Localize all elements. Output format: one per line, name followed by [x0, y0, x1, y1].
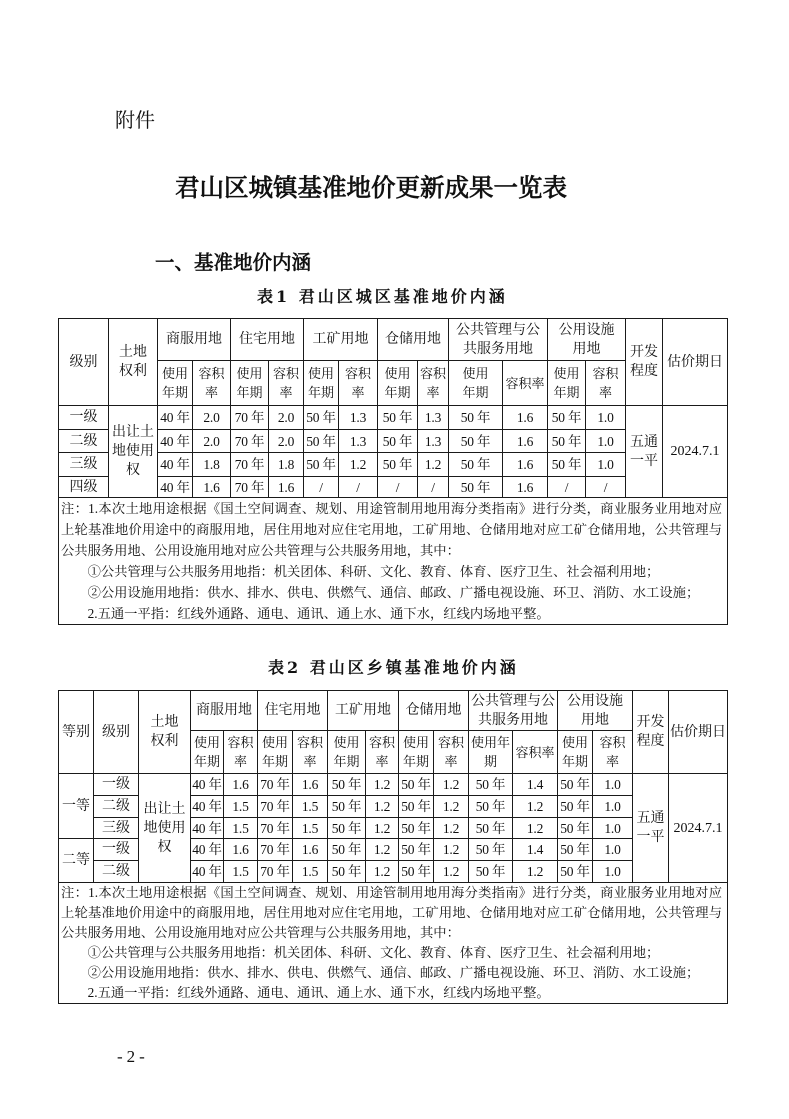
grade-cell: 二级 — [94, 796, 139, 818]
floor-area-ratio-cell: 1.0 — [593, 839, 633, 861]
grade-cell: 一级 — [94, 774, 139, 796]
header-dev-level: 开发程度 — [626, 319, 663, 406]
tier-cell: 二等 — [59, 839, 94, 883]
grade-cell: 一级 — [59, 406, 109, 430]
use-term-cell: 50 年 — [558, 861, 593, 883]
use-term-cell: 50 年 — [328, 796, 366, 818]
header-public-service-land: 公共管理与公共服务用地 — [469, 691, 558, 731]
floor-area-ratio-cell: 1.5 — [293, 818, 328, 839]
floor-area-ratio-cell: 1.6 — [193, 477, 231, 498]
floor-area-ratio-cell: 2.0 — [193, 406, 231, 430]
subheader-floor-area-ratio: 容积率 — [293, 731, 328, 774]
use-term-cell: 50 年 — [558, 818, 593, 839]
floor-area-ratio-cell: 2.0 — [269, 406, 304, 430]
subheader-floor-area-ratio: 容积率 — [224, 731, 258, 774]
subheader-floor-area-ratio: 容积率 — [193, 361, 231, 406]
floor-area-ratio-cell: 1.2 — [513, 818, 558, 839]
note-2: 2.五通一平指：红线外通路、通电、通讯、通上水、通下水，红线内场地平整。 — [87, 985, 550, 1000]
subheader-use-term: 使用年期 — [548, 361, 586, 406]
note-item-1: ①公共管理与公共服务用地指：机关团体、科研、文化、教育、体育、医疗卫生、社会福利用地； — [87, 564, 660, 579]
header-public-service-land: 公共管理与公共服务用地 — [449, 319, 548, 361]
use-term-cell: 50 年 — [399, 774, 434, 796]
use-term-cell: 70 年 — [231, 430, 269, 453]
floor-area-ratio-cell: 1.2 — [513, 796, 558, 818]
valuation-date-cell: 2024.7.1 — [663, 406, 728, 498]
table-notes-row — [59, 498, 728, 625]
floor-area-ratio-cell: 1.6 — [224, 774, 258, 796]
floor-area-ratio-cell: 1.5 — [224, 796, 258, 818]
floor-area-ratio-cell: 1.6 — [293, 774, 328, 796]
use-term-cell: / — [378, 477, 418, 498]
use-term-cell: 70 年 — [258, 818, 293, 839]
floor-area-ratio-cell: 2.0 — [193, 430, 231, 453]
use-term-cell: 50 年 — [399, 796, 434, 818]
use-term-cell: 50 年 — [469, 861, 513, 883]
use-term-cell: 50 年 — [449, 430, 503, 453]
use-term-cell: 40 年 — [191, 774, 224, 796]
subheader-use-term: 使用年期 — [304, 361, 339, 406]
use-term-cell: 40 年 — [158, 453, 193, 477]
use-term-cell: 50 年 — [378, 430, 418, 453]
table-notes — [59, 498, 728, 625]
floor-area-ratio-cell: 1.0 — [586, 406, 626, 430]
use-term-cell: 40 年 — [158, 477, 193, 498]
grade-cell: 一级 — [94, 839, 139, 861]
use-term-cell: 50 年 — [399, 839, 434, 861]
header-dev-level: 开发程度 — [633, 691, 669, 774]
subheader-floor-area-ratio: 容积率 — [503, 361, 548, 406]
header-public-utility-land: 公用设施用地 — [558, 691, 633, 731]
dev-level-cell: 五通一平 — [626, 406, 663, 498]
floor-area-ratio-cell: 1.5 — [293, 861, 328, 883]
floor-area-ratio-cell: 1.0 — [586, 453, 626, 477]
floor-area-ratio-cell: 1.6 — [269, 477, 304, 498]
attachment-label: 附件 — [115, 108, 155, 132]
header-land-right: 土地权利 — [109, 319, 158, 406]
use-term-cell: 50 年 — [378, 406, 418, 430]
use-term-cell: 40 年 — [191, 818, 224, 839]
table-notes-row — [59, 883, 728, 1004]
use-term-cell: 50 年 — [328, 774, 366, 796]
use-term-cell: 50 年 — [449, 453, 503, 477]
floor-area-ratio-cell: 1.0 — [586, 430, 626, 453]
use-term-cell: 50 年 — [558, 774, 593, 796]
floor-area-ratio-cell: 1.0 — [593, 774, 633, 796]
floor-area-ratio-cell: 1.6 — [503, 453, 548, 477]
page-title: 君山区城镇基准地价更新成果一览表 — [175, 173, 567, 202]
page-number: -2- — [117, 1047, 149, 1066]
header-residential-land: 住宅用地 — [231, 319, 304, 361]
table1-urban-base-land-price — [58, 318, 728, 625]
note-item-2: ②公用设施用地指：供水、排水、供电、供燃气、通信、邮政、广播电视设施、环卫、消防、水工设施； — [87, 965, 700, 980]
table1-caption: 表1 君山区城区基准地价内涵 — [257, 287, 508, 306]
note-item-1: ①公共管理与公共服务用地指：机关团体、科研、文化、教育、体育、医疗卫生、社会福利用地； — [87, 945, 660, 960]
floor-area-ratio-cell: 1.2 — [366, 839, 399, 861]
subheader-floor-area-ratio: 容积率 — [418, 361, 449, 406]
floor-area-ratio-cell: 1.2 — [366, 796, 399, 818]
floor-area-ratio-cell: 1.5 — [293, 796, 328, 818]
use-term-cell: 70 年 — [231, 477, 269, 498]
floor-area-ratio-cell: 1.5 — [224, 818, 258, 839]
floor-area-ratio-cell: 2.0 — [269, 430, 304, 453]
floor-area-ratio-cell: 1.4 — [513, 839, 558, 861]
floor-area-ratio-cell: 1.0 — [593, 796, 633, 818]
header-warehousing-land: 仓储用地 — [399, 691, 469, 731]
subheader-use-term: 使用年期 — [328, 731, 366, 774]
use-term-cell: 50 年 — [558, 839, 593, 861]
floor-area-ratio-cell: 1.2 — [366, 818, 399, 839]
use-term-cell: 50 年 — [558, 796, 593, 818]
table-notes — [59, 883, 728, 1004]
note-1: 注：1.本次土地用途根据《国土空间调查、规划、用途管制用地用海分类指南》进行分类，商业服务业用地对应上轮基准地价用途中的商服用地，居住用地对应住宅用地，工矿用地、仓储用地对应工矿仓储用地，公共管理与公共服务用地、公用设施用地对应公共管理与公共服务用地，其中： — [61, 885, 722, 940]
floor-area-ratio-cell: 1.4 — [513, 774, 558, 796]
use-term-cell: 70 年 — [258, 796, 293, 818]
dev-level-cell: 五通一平 — [633, 774, 669, 883]
subheader-use-term: 使用年期 — [378, 361, 418, 406]
subheader-floor-area-ratio: 容积率 — [269, 361, 304, 406]
floor-area-ratio-cell: 1.2 — [434, 861, 469, 883]
use-term-cell: / — [548, 477, 586, 498]
subheader-floor-area-ratio: 容积率 — [339, 361, 378, 406]
table-header-row — [59, 691, 728, 731]
use-term-cell: 50 年 — [378, 453, 418, 477]
header-industrial-mining-land: 工矿用地 — [304, 319, 378, 361]
valuation-date-cell: 2024.7.1 — [669, 774, 728, 883]
header-public-utility-land: 公用设施用地 — [548, 319, 626, 361]
header-grade: 级别 — [94, 691, 139, 774]
grade-cell: 二级 — [94, 861, 139, 883]
use-term-cell: 40 年 — [191, 861, 224, 883]
use-term-cell: 50 年 — [469, 839, 513, 861]
use-term-cell: 40 年 — [158, 430, 193, 453]
use-term-cell: 50 年 — [304, 453, 339, 477]
table-row — [59, 406, 728, 430]
header-industrial-mining-land: 工矿用地 — [328, 691, 399, 731]
floor-area-ratio-cell: 1.2 — [434, 839, 469, 861]
use-term-cell: 50 年 — [449, 477, 503, 498]
floor-area-ratio-cell: / — [586, 477, 626, 498]
note-2: 2.五通一平指：红线外通路、通电、通讯、通上水、通下水，红线内场地平整。 — [87, 606, 550, 621]
use-term-cell: 50 年 — [304, 430, 339, 453]
use-term-cell: 40 年 — [158, 406, 193, 430]
subheader-use-term: 使用年期 — [399, 731, 434, 774]
floor-area-ratio-cell: 1.3 — [339, 430, 378, 453]
floor-area-ratio-cell: 1.5 — [224, 861, 258, 883]
use-term-cell: 50 年 — [469, 774, 513, 796]
subheader-use-term: 使用年期 — [191, 731, 224, 774]
land-right-cell: 出让土地使用权 — [139, 774, 191, 883]
table2-township-base-land-price — [58, 690, 728, 1004]
floor-area-ratio-cell: 1.8 — [193, 453, 231, 477]
subheader-use-term: 使用年期 — [258, 731, 293, 774]
floor-area-ratio-cell: 1.6 — [503, 406, 548, 430]
subheader-use-term: 使用年期 — [449, 361, 503, 406]
floor-area-ratio-cell: 1.2 — [434, 774, 469, 796]
floor-area-ratio-cell: 1.3 — [418, 430, 449, 453]
use-term-cell: 40 年 — [191, 796, 224, 818]
use-term-cell: 70 年 — [231, 406, 269, 430]
header-tier: 等别 — [59, 691, 94, 774]
floor-area-ratio-cell: 1.2 — [513, 861, 558, 883]
floor-area-ratio-cell: / — [418, 477, 449, 498]
grade-cell: 二级 — [59, 430, 109, 453]
subheader-use-term: 使用年期 — [469, 731, 513, 774]
use-term-cell: 70 年 — [231, 453, 269, 477]
subheader-floor-area-ratio: 容积率 — [434, 731, 469, 774]
use-term-cell: 50 年 — [469, 818, 513, 839]
use-term-cell: 50 年 — [328, 839, 366, 861]
table-header-row — [59, 319, 728, 361]
floor-area-ratio-cell: 1.2 — [434, 796, 469, 818]
floor-area-ratio-cell: 1.6 — [293, 839, 328, 861]
note-item-2: ②公用设施用地指：供水、排水、供电、供燃气、通信、邮政、广播电视设施、环卫、消防、水工设施； — [87, 585, 700, 600]
use-term-cell: / — [304, 477, 339, 498]
header-residential-land: 住宅用地 — [258, 691, 328, 731]
grade-cell: 三级 — [59, 453, 109, 477]
use-term-cell: 50 年 — [548, 453, 586, 477]
section-heading: 一、基准地价内涵 — [155, 251, 312, 274]
tier-cell: 一等 — [59, 774, 94, 839]
use-term-cell: 50 年 — [449, 406, 503, 430]
floor-area-ratio-cell: 1.6 — [224, 839, 258, 861]
floor-area-ratio-cell: 1.6 — [503, 430, 548, 453]
header-warehousing-land: 仓储用地 — [378, 319, 449, 361]
subheader-use-term: 使用年期 — [231, 361, 269, 406]
use-term-cell: 50 年 — [304, 406, 339, 430]
floor-area-ratio-cell: 1.2 — [434, 818, 469, 839]
floor-area-ratio-cell: 1.3 — [339, 406, 378, 430]
header-commercial-land: 商服用地 — [191, 691, 258, 731]
use-term-cell: 70 年 — [258, 774, 293, 796]
land-right-cell: 出让土地使用权 — [109, 406, 158, 498]
floor-area-ratio-cell: 1.0 — [593, 818, 633, 839]
subheader-floor-area-ratio: 容积率 — [366, 731, 399, 774]
table-row — [59, 774, 728, 796]
subheader-floor-area-ratio: 容积率 — [593, 731, 633, 774]
header-valuation-date: 估价期日 — [663, 319, 728, 406]
use-term-cell: 70 年 — [258, 861, 293, 883]
header-commercial-land: 商服用地 — [158, 319, 231, 361]
header-valuation-date: 估价期日 — [669, 691, 728, 774]
grade-cell: 三级 — [94, 818, 139, 839]
subheader-floor-area-ratio: 容积率 — [513, 731, 558, 774]
grade-cell: 四级 — [59, 477, 109, 498]
floor-area-ratio-cell: 1.2 — [366, 774, 399, 796]
floor-area-ratio-cell: 1.6 — [503, 477, 548, 498]
floor-area-ratio-cell: / — [339, 477, 378, 498]
use-term-cell: 50 年 — [399, 861, 434, 883]
subheader-use-term: 使用年期 — [158, 361, 193, 406]
use-term-cell: 50 年 — [548, 406, 586, 430]
floor-area-ratio-cell: 1.2 — [366, 861, 399, 883]
subheader-floor-area-ratio: 容积率 — [586, 361, 626, 406]
floor-area-ratio-cell: 1.3 — [418, 406, 449, 430]
use-term-cell: 50 年 — [399, 818, 434, 839]
floor-area-ratio-cell: 1.2 — [418, 453, 449, 477]
use-term-cell: 70 年 — [258, 839, 293, 861]
use-term-cell: 50 年 — [328, 818, 366, 839]
header-grade: 级别 — [59, 319, 109, 406]
use-term-cell: 50 年 — [548, 430, 586, 453]
subheader-use-term: 使用年期 — [558, 731, 593, 774]
use-term-cell: 40 年 — [191, 839, 224, 861]
floor-area-ratio-cell: 1.2 — [339, 453, 378, 477]
floor-area-ratio-cell: 1.0 — [593, 861, 633, 883]
use-term-cell: 50 年 — [469, 796, 513, 818]
note-1: 注：1.本次土地用途根据《国土空间调查、规划、用途管制用地用海分类指南》进行分类，商业服务业用地对应上轮基准地价用途中的商服用地，居住用地对应住宅用地，工矿用地、仓储用地对应工矿仓储用地，公共管理与公共服务用地、公用设施用地对应公共管理与公共服务用地，其中： — [61, 501, 722, 558]
header-land-right: 土地权利 — [139, 691, 191, 774]
table2-caption: 表2 君山区乡镇基准地价内涵 — [268, 658, 519, 677]
use-term-cell: 50 年 — [328, 861, 366, 883]
floor-area-ratio-cell: 1.8 — [269, 453, 304, 477]
